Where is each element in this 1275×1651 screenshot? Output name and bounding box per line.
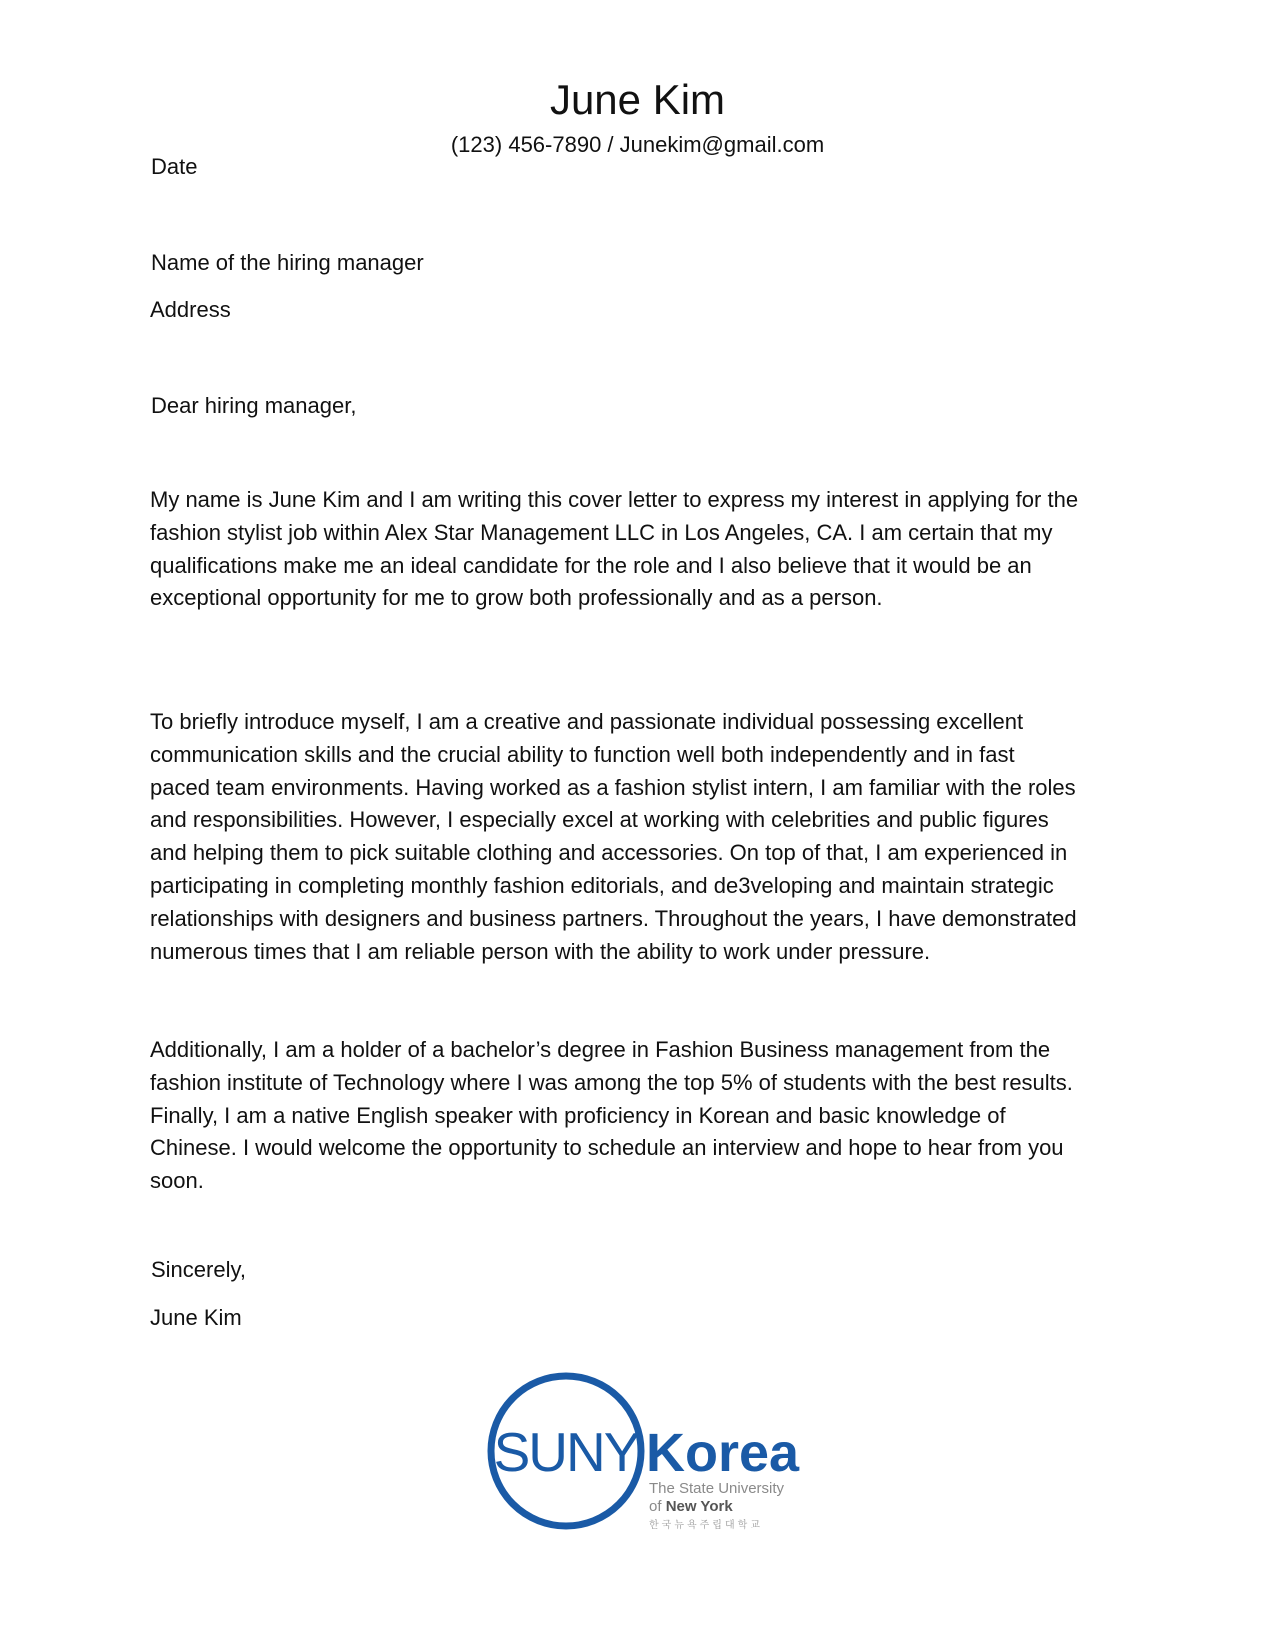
paragraph-line: Chinese. I would welcome the opportunity to schedule an interview and hope to hear from you bbox=[150, 1135, 1064, 1161]
recipient-name: Name of the hiring manager bbox=[151, 250, 424, 275]
paragraph-line: My name is June Kim and I am writing this cover letter to express my interest in applying for the bbox=[150, 487, 1079, 512]
logo-line-3: 한국뉴욕주립대학교 bbox=[649, 1520, 763, 1531]
paragraph-line: qualifications make me an ideal candidate for the role and I also believe that it would be an bbox=[150, 552, 1032, 578]
paragraph-line: To briefly introduce myself, I am a creative and passionate individual possessing excellent bbox=[150, 709, 1024, 734]
paragraph-line: exceptional opportunity for me to grow both professionally and as a person. bbox=[150, 585, 883, 611]
paragraph-education bbox=[150, 1034, 1130, 1198]
paragraph-line: numerous times that I am reliable person with the ability to work under pressure. bbox=[150, 938, 931, 964]
signature: June Kim bbox=[150, 1305, 242, 1330]
paragraph-line: soon. bbox=[150, 1168, 204, 1194]
contact-info: (123) 456-7890 / Junekim@gmail.com bbox=[450, 132, 825, 157]
logo-line-2: of New York bbox=[649, 1498, 733, 1515]
date-line: Date bbox=[151, 154, 198, 179]
paragraph-line: fashion institute of Technology where I was among the top 5% of students with the best results. bbox=[150, 1069, 1073, 1095]
closing: Sincerely, bbox=[151, 1257, 246, 1282]
recipient-address: Address bbox=[150, 297, 231, 322]
paragraph-line: participating in completing monthly fashion editorials, and de3veloping and maintain strategic bbox=[150, 872, 1054, 898]
paragraph-intro bbox=[150, 484, 1130, 615]
suny-korea-logo bbox=[483, 1367, 803, 1537]
paragraph-line: relationships with designers and business partners. Throughout the years, I have demonstrated bbox=[150, 905, 1077, 931]
paragraph-line: paced team environments. Having worked as a fashion stylist intern, I am familiar with the roles bbox=[150, 774, 1076, 800]
paragraph-line: Finally, I am a native English speaker with proficiency in Korean and basic knowledge of bbox=[150, 1102, 1006, 1128]
applicant-name: June Kim bbox=[549, 76, 726, 123]
salutation: Dear hiring manager, bbox=[151, 393, 357, 418]
paragraph-line: Additionally, I am a holder of a bachelor’s degree in Fashion Business management from the bbox=[150, 1037, 1051, 1062]
paragraph-line: fashion stylist job within Alex Star Management LLC in Los Angeles, CA. I am certain that my bbox=[150, 519, 1053, 545]
logo-circle-text: SUNY bbox=[493, 1421, 639, 1483]
paragraph-experience bbox=[150, 706, 1130, 968]
logo-word: Korea bbox=[646, 1423, 800, 1483]
paragraph-line: communication skills and the crucial ability to function well both independently and in fast bbox=[150, 741, 1015, 767]
paragraph-line: and helping them to pick suitable clothing and accessories. On top of that, I am experienced in bbox=[150, 840, 1068, 866]
paragraph-line: and responsibilities. However, I especially excel at working with celebrities and public figures bbox=[150, 807, 1049, 833]
logo-line-1: The State University bbox=[649, 1480, 785, 1497]
